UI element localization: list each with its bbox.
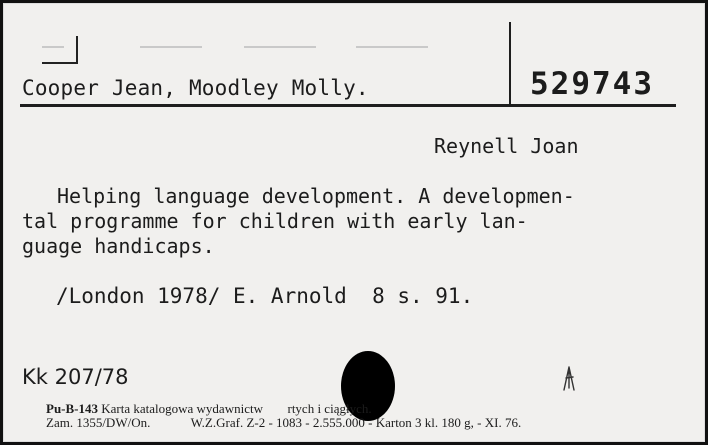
printer-form-name: Karta katalogowa wydawnictw [101, 401, 263, 416]
handwritten-mark-icon [560, 364, 578, 392]
printer-order: Zam. 1355/DW/On. [46, 415, 151, 430]
faint-rule-3 [244, 46, 316, 48]
printer-line-2 [46, 415, 521, 431]
heading-author: Reynell Joan [434, 134, 579, 158]
printer-form-name-tail: rtych i ciągłych. [287, 401, 372, 416]
author-names: Cooper Jean, Moodley Molly. [22, 76, 369, 100]
top-left-horizontal-mark [42, 62, 78, 64]
printer-details: W.Z.Graf. Z-2 - 1083 - 2.555.000 - Karton 3 kl. 180 g, - XI. 76. [190, 415, 522, 430]
printer-code: Pu-B-143 [46, 401, 98, 416]
imprint-line: /London 1978/ E. Arnold 8 s. 91. [56, 284, 474, 308]
faint-rule-2 [140, 46, 202, 48]
title-line: Helping language development. A developmen- [57, 184, 575, 208]
author-underline [20, 104, 676, 107]
shelf-mark: Kk 207/78 [22, 365, 129, 389]
top-left-vertical-mark [76, 36, 78, 62]
title-line: guage handicaps. [22, 234, 215, 258]
catalog-number: 529743 [530, 66, 654, 102]
faint-rule-4 [356, 46, 428, 48]
title-line: tal programme for children with early lan- [22, 209, 528, 233]
header-divider [509, 22, 511, 106]
faint-rule-1 [42, 46, 64, 48]
